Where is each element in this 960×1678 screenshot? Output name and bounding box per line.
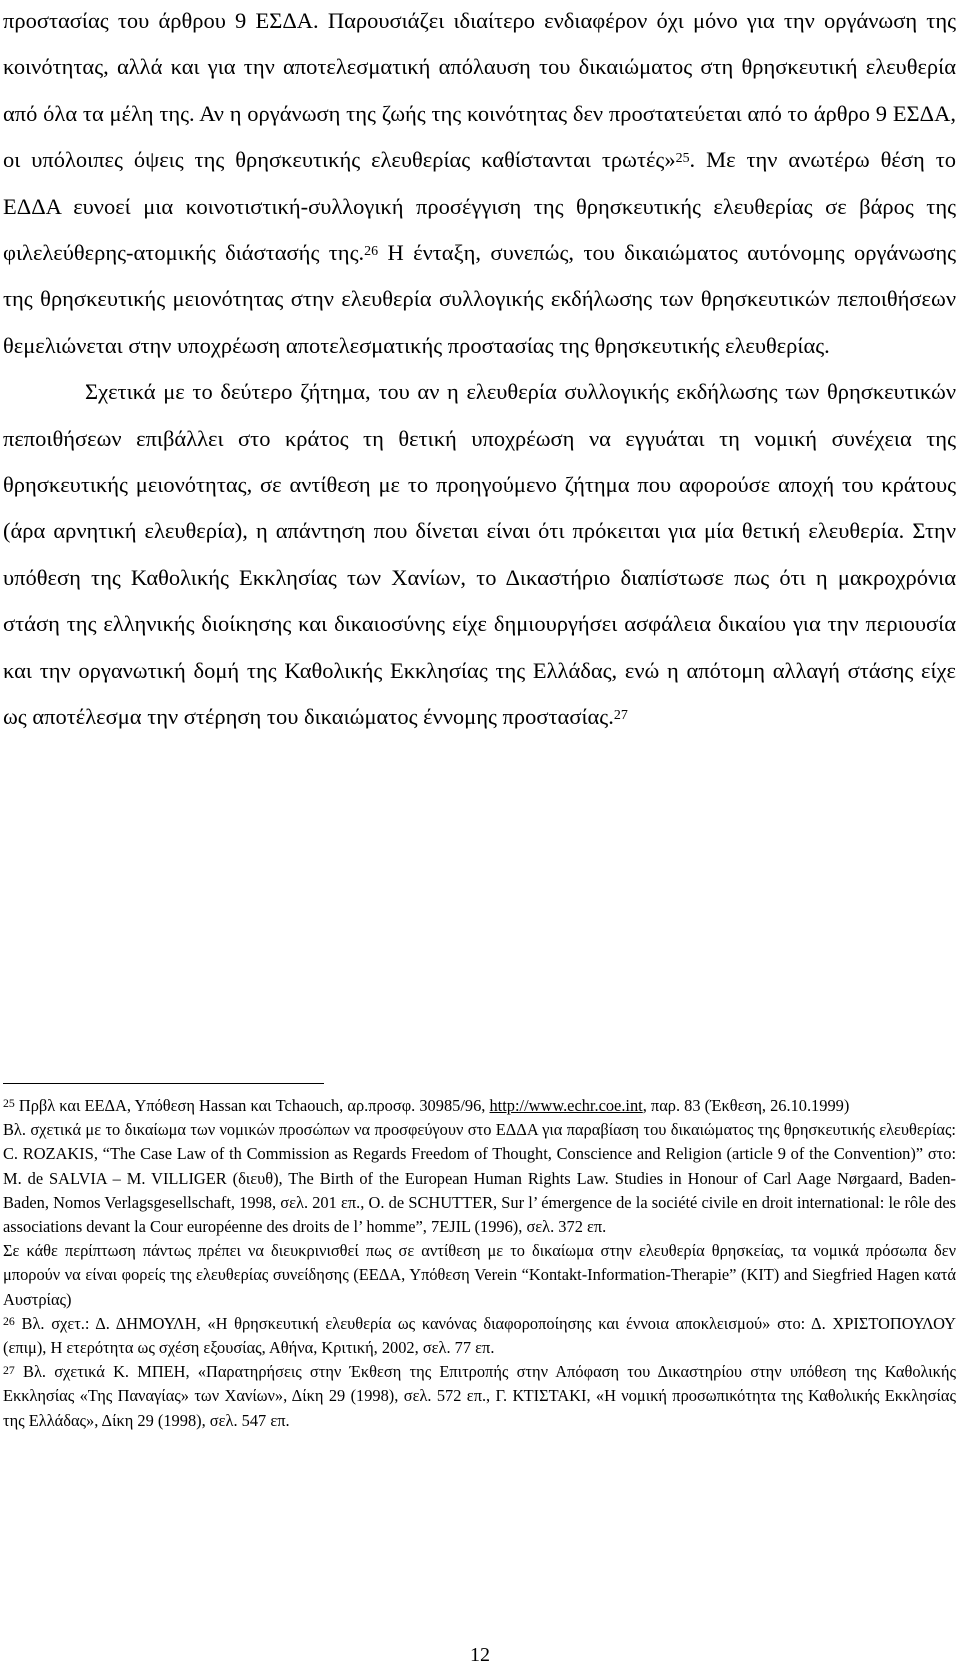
footnote-number-26: 26 <box>3 1314 15 1329</box>
footnote-27-text: Βλ. σχετικά Κ. ΜΠΕΗ, «Παρατηρήσεις στην Έκθεση της Επιτροπής στην Απόφαση του Δικαστηρίου στην υπόθεση της Καθολικής Εκκλησίας «Της Παναγίας» των Χανίων», Δίκη 29 (1998), σελ. 572 επ., Γ. ΚΤΙΣΤΑΚΙ, «Η νομική προσωπικότητα της Καθολικής Εκκλησίας της Ελλάδας», Δίκη 29 (1998), σελ. 547 επ. <box>3 1362 956 1430</box>
footnote-25-paragraph-3: Σε κάθε περίπτωση πάντως πρέπει να διευκρινισθεί πως σε αντίθεση με το δικαίωμα στην ελευθερία θρησκείας, τα νομικά πρόσωπα δεν μπορούν να είναι φορείς της ελευθερίας συνείδησης (ΕΕΔΑ, Υπόθεση Verein “Kontakt-Information-Therapie” (KIT) and Siegfried Hagen κατά Αυστρίας) <box>3 1241 956 1309</box>
footnote-separator <box>3 1083 324 1084</box>
footnote-26 <box>3 1312 956 1360</box>
footnote-number-27: 27 <box>3 1362 15 1377</box>
main-text <box>3 0 956 741</box>
footnote-25 <box>3 1094 956 1118</box>
page-number: 12 <box>470 1644 490 1666</box>
paragraph-2 <box>3 369 956 740</box>
paragraph-1-part-2: . Με την ανωτέρω θέση το ΕΔΔΑ ευνοεί μια κοινοτιστική-συλλογική προσέγγιση της θρησκευτικής ελευθερίας σε βάρος της φιλελεύθερης-ατομικής διάστασής της. <box>3 147 957 266</box>
footnote-26-text: Βλ. σχετ.: Δ. ΔΗΜΟΥΛΗ, «Η θρησκευτική ελευθερία ως κανόνας διαφοροποίησης και έννοια αποκλεισμού» στο: Δ. ΧΡΙΣΤΟΠΟΥΛΟΥ (επιμ), Η ετερότητα ως σχέση εξουσίας, Αθήνα, Κριτική, 2002, σελ. 77 επ. <box>3 1313 956 1358</box>
paragraph-2-text: Σχετικά με το δεύτερο ζήτημα, του αν η ελευθερία συλλογικής εκδήλωσης των θρησκευτικών πεποιθήσεων επιβάλλει στο κράτος τη θετική υποχρέωση να εγγυάται τη νομική συνέχεια της θρησκευτικής μειονότητας, σε αντίθεση με το προηγούμενο ζήτημα που αφορούσε αποχή του κράτους (άρα αρνητική ελευθερία), η απάντηση που δίνεται είναι ότι πρόκειται για μία θετική ελευθερία. Στην υπόθεση της Καθολικής Εκκλησίας των Χανίων, το Δικαστήριο διαπίστωσε πως ότι η μακροχρόνια στάση της ελληνικής διοίκησης και δικαιοσύνης είχε δημιουργήσει ασφάλεια δικαίου για την περιουσία και την οργανωτική δομή της Καθολικής Εκκλησίας της Ελλάδας, ενώ η απότομη αλλαγή στάσης είχε ως αποτέλεσμα την στέρηση του δικαιώματος έννομης προστασίας. <box>3 379 956 730</box>
footnote-25-paragraph-2: Βλ. σχετικά με το δικαίωμα των νομικών προσώπων να προσφεύγουν στο ΕΔΔΑ για παραβίαση του δικαιώματος της θρησκευτικής ελευθερίας: C. ROZAKIS, “The Case Law of th Commission as Regards Freedom of Thought, Conscience and Religion (article 9 of the Convention)” στο: M. de SALVIA – M. VILLIGER (διευθ), The Birth of the European Human Rights Law. Studies in Honour of Carl Aage Nørgaard, Baden-Baden, Nomos Verlagsgesellschaft, 1998, σελ. 201 επ., O. de SCHUTTER, Sur l’ émergence de la société civile en droit international: le rôle des associations devant la Cour européenne des droits de l’ homme”, 7EJIL (1996), σελ. 372 επ. <box>3 1120 956 1237</box>
footnote-25-text-2: , παρ. 83 (Έκθεση, 26.10.1999) <box>642 1096 850 1115</box>
footnote-number-25: 25 <box>3 1096 15 1111</box>
paragraph-1 <box>3 0 956 369</box>
footnote-27 <box>3 1360 956 1433</box>
footnote-25-text-1: Πρβλ και ΕΕΔΑ, Υπόθεση Hassan και Tchaouch, αρ.προσφ. 30985/96, <box>14 1096 490 1115</box>
echr-link[interactable]: http://www.echr.coe.int <box>489 1096 643 1115</box>
footnote-ref-25[interactable]: 25 <box>675 151 690 167</box>
footnotes-section <box>3 1094 956 1433</box>
paragraph-1-part-1: προστασίας του άρθρου 9 ΕΣΔΑ. Παρουσιάζει ιδιαίτερο ενδιαφέρον όχι μόνο για την οργάνωση της κοινότητας, αλλά και για την αποτελεσματική απόλαυση του δικαιώματος στη θρησκευτική ελευθερία από όλα τα μέλη της. Αν η οργάνωση της ζωής της κοινότητας δεν προστατεύεται από το άρθρο 9 ΕΣΔΑ, οι υπόλοιπες όψεις της θρησκευτικής ελευθερίας καθίστανται τρωτές» <box>3 8 956 173</box>
paragraph-1-part-3: Η ένταξη, συνεπώς, του δικαιώματος αυτόνομης οργάνωσης της θρησκευτικής μειονότητας στην ελευθερία συλλογικής εκδήλωσης των θρησκευτικών πεποιθήσεων θεμελιώνεται στην υποχρέωση αποτελεσματικής προστασίας της θρησκευτικής ελευθερίας. <box>3 240 957 358</box>
footnote-ref-26[interactable]: 26 <box>364 244 379 260</box>
footnote-ref-27[interactable]: 27 <box>613 708 628 724</box>
